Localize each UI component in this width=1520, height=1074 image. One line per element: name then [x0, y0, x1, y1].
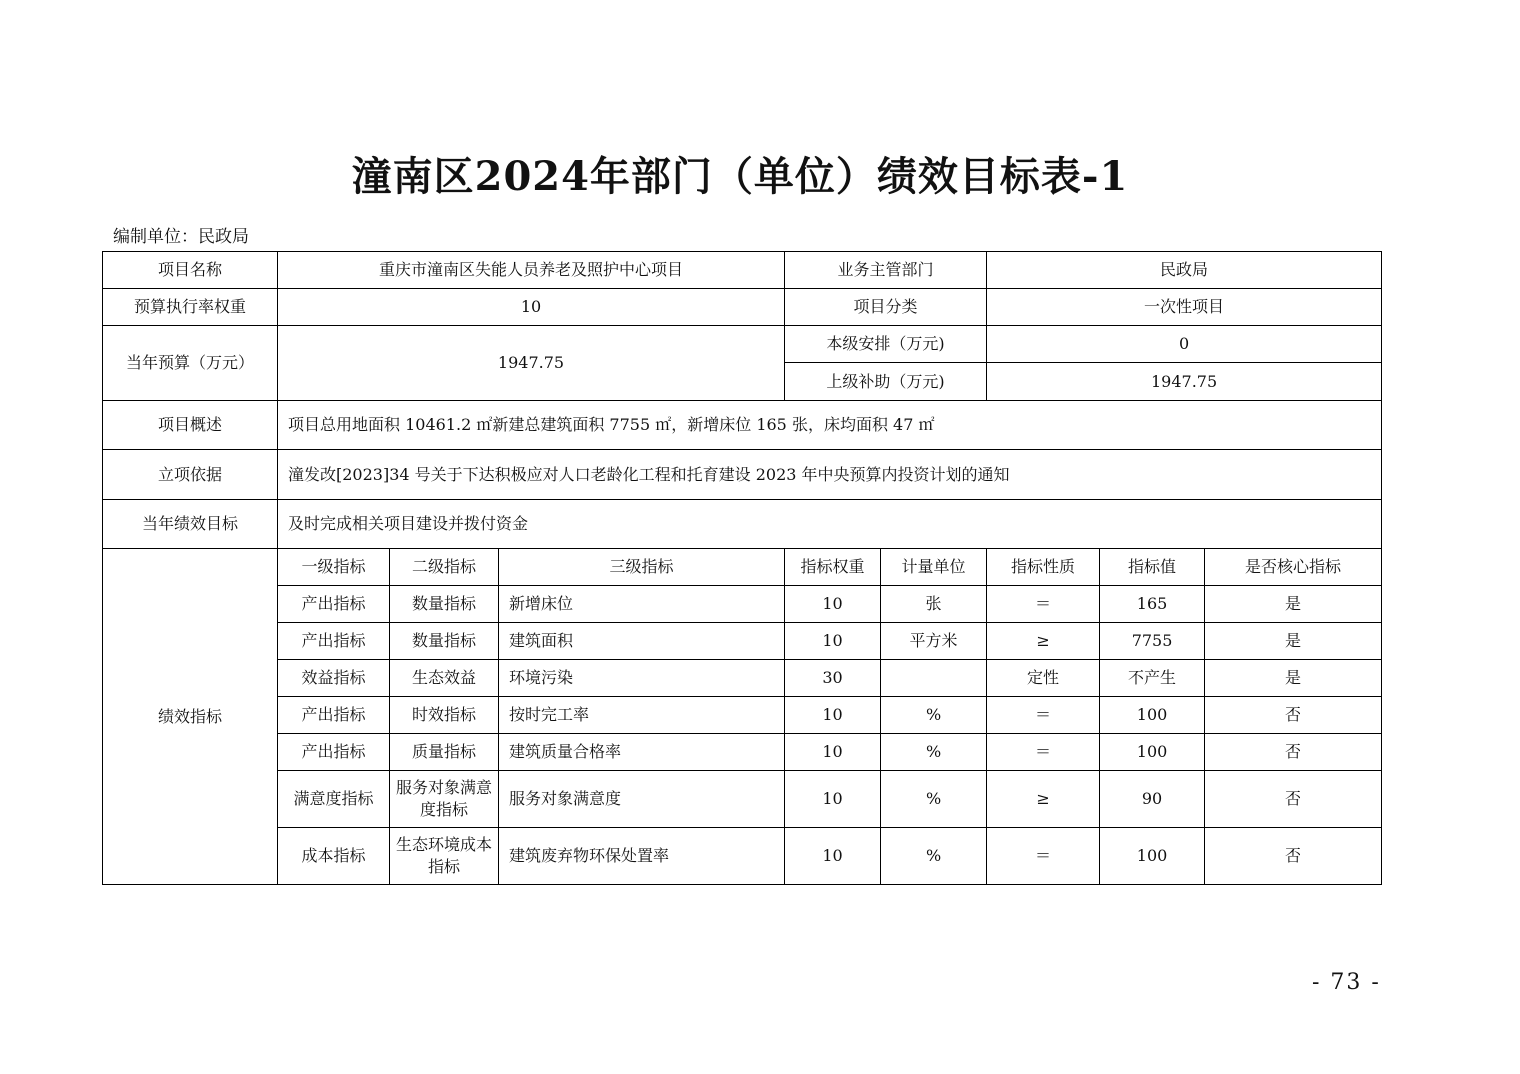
indicator-unit: %: [881, 734, 987, 771]
indicator-core: 否: [1205, 828, 1382, 885]
label-overview: 项目概述: [103, 401, 278, 450]
indicator-row: [103, 734, 1382, 771]
indicator-nature: ＝: [987, 828, 1100, 885]
indicator-unit: 张: [881, 586, 987, 623]
indicator-core: 否: [1205, 771, 1382, 828]
indicator-l2: 时效指标: [390, 697, 499, 734]
value-local: 0: [987, 326, 1382, 363]
indicator-core: 否: [1205, 697, 1382, 734]
indicator-l1: 效益指标: [278, 660, 390, 697]
indicator-weight: 10: [785, 623, 881, 660]
indicator-unit: %: [881, 697, 987, 734]
indicator-l1: 产出指标: [278, 734, 390, 771]
label-annual-budget: 当年预算（万元）: [103, 326, 278, 401]
indicator-row: [103, 771, 1382, 828]
indicator-l2: 质量指标: [390, 734, 499, 771]
row-project-name: [103, 252, 1382, 289]
indicator-row: [103, 660, 1382, 697]
label-project-name: 项目名称: [103, 252, 278, 289]
indicator-l2: 数量指标: [390, 623, 499, 660]
label-goal: 当年绩效目标: [103, 500, 278, 549]
indicator-l3: 服务对象满意度: [499, 771, 785, 828]
indicator-weight: 10: [785, 734, 881, 771]
header-l3: 三级指标: [499, 549, 785, 586]
indicator-value: 165: [1100, 586, 1205, 623]
value-goal: 及时完成相关项目建设并拨付资金: [278, 500, 1382, 549]
value-category: 一次性项目: [987, 289, 1382, 326]
header-unit: 计量单位: [881, 549, 987, 586]
header-l2: 二级指标: [390, 549, 499, 586]
indicator-value: 90: [1100, 771, 1205, 828]
indicator-l3: 新增床位: [499, 586, 785, 623]
indicator-nature: ≥: [987, 623, 1100, 660]
label-indicators: 绩效指标: [103, 549, 278, 885]
indicator-unit: %: [881, 828, 987, 885]
label-local: 本级安排（万元): [785, 326, 987, 363]
value-annual-budget: 1947.75: [278, 326, 785, 401]
value-upper: 1947.75: [987, 363, 1382, 401]
row-goal: [103, 500, 1382, 549]
value-budget-rate: 10: [278, 289, 785, 326]
label-budget-rate: 预算执行率权重: [103, 289, 278, 326]
indicator-row: [103, 697, 1382, 734]
label-category: 项目分类: [785, 289, 987, 326]
indicator-l1: 成本指标: [278, 828, 390, 885]
indicator-l3: 按时完工率: [499, 697, 785, 734]
label-dept: 业务主管部门: [785, 252, 987, 289]
indicator-value: 不产生: [1100, 660, 1205, 697]
indicator-nature: ＝: [987, 697, 1100, 734]
indicator-value: 7755: [1100, 623, 1205, 660]
indicator-value: 100: [1100, 828, 1205, 885]
value-basis: 潼发改[2023]34 号关于下达积极应对人口老龄化工程和托育建设 2023 年中央预算内投资计划的通知: [278, 450, 1382, 500]
indicator-l3: 建筑面积: [499, 623, 785, 660]
header-value: 指标值: [1100, 549, 1205, 586]
indicator-core: 是: [1205, 623, 1382, 660]
value-project-name: 重庆市潼南区失能人员养老及照护中心项目: [278, 252, 785, 289]
row-budget-rate: [103, 289, 1382, 326]
performance-table: [102, 251, 1382, 885]
value-overview: 项目总用地面积 10461.2 ㎡新建总建筑面积 7755 ㎡，新增床位 165 张，床均面积 47 ㎡: [278, 401, 1382, 450]
row-basis: [103, 450, 1382, 500]
header-core: 是否核心指标: [1205, 549, 1382, 586]
indicator-header-row: [103, 549, 1382, 586]
page-title: 潼南区2024年部门（单位）绩效目标表-1: [351, 153, 1129, 200]
indicator-nature: ＝: [987, 586, 1100, 623]
indicator-nature: ≥: [987, 771, 1100, 828]
indicator-l2: 数量指标: [390, 586, 499, 623]
header-nature: 指标性质: [987, 549, 1100, 586]
row-overview: [103, 401, 1382, 450]
indicator-unit: [881, 660, 987, 697]
indicator-weight: 10: [785, 586, 881, 623]
indicator-l3: 环境污染: [499, 660, 785, 697]
indicator-l1: 满意度指标: [278, 771, 390, 828]
indicator-l2: 生态效益: [390, 660, 499, 697]
page-number: - 73 -: [1312, 970, 1381, 995]
label-basis: 立项依据: [103, 450, 278, 500]
indicator-unit: 平方米: [881, 623, 987, 660]
indicator-core: 是: [1205, 660, 1382, 697]
value-dept: 民政局: [987, 252, 1382, 289]
indicator-value: 100: [1100, 734, 1205, 771]
indicator-l1: 产出指标: [278, 697, 390, 734]
indicator-l1: 产出指标: [278, 586, 390, 623]
indicator-l3: 建筑质量合格率: [499, 734, 785, 771]
indicator-core: 否: [1205, 734, 1382, 771]
indicator-row: [103, 623, 1382, 660]
indicator-weight: 10: [785, 828, 881, 885]
indicator-value: 100: [1100, 697, 1205, 734]
indicator-l1: 产出指标: [278, 623, 390, 660]
indicator-nature: ＝: [987, 734, 1100, 771]
compiling-unit: 编制单位：民政局: [113, 227, 249, 247]
indicator-l3: 建筑废弃物环保处置率: [499, 828, 785, 885]
indicator-weight: 30: [785, 660, 881, 697]
indicator-row: [103, 586, 1382, 623]
indicator-l2: 服务对象满意度指标: [390, 771, 499, 828]
label-upper: 上级补助（万元): [785, 363, 987, 401]
header-l1: 一级指标: [278, 549, 390, 586]
indicator-core: 是: [1205, 586, 1382, 623]
indicator-l2: 生态环境成本指标: [390, 828, 499, 885]
indicator-weight: 10: [785, 697, 881, 734]
indicator-nature: 定性: [987, 660, 1100, 697]
indicator-weight: 10: [785, 771, 881, 828]
header-weight: 指标权重: [785, 549, 881, 586]
row-budget-local: [103, 326, 1382, 363]
indicator-unit: %: [881, 771, 987, 828]
indicator-row: [103, 828, 1382, 885]
